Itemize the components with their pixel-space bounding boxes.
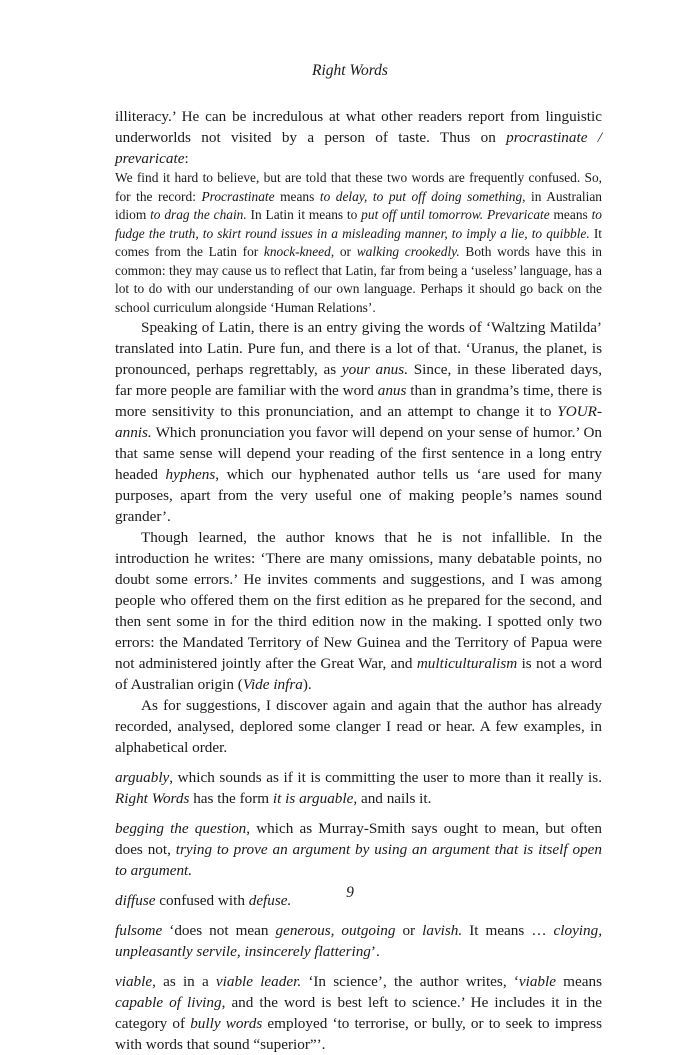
paragraph-latin: Speaking of Latin, there is an entry giving the words of ‘Waltzing Matilda’ translated into Latin. Pure fun, and there is a lot of that. ‘Uranus, the planet, is pronounced, perhaps regrettably, as your anus. Since, in these liberated days, far more people are familiar with the word anus than in grandma’s time, there is more sensitivity to this pronunciation, and an attempt to change it to YOUR-annis. Which pronunciation you favor will depend on your sense of humor.’ On that same sense will depend your reading of the first sentence in a long entry headed hyphens, which our hyphenated author tells us ‘are used for many purposes, apart from the very useful one of making people’s names sound grander’. xyxy=(115,319,603,525)
entry-begging-the-question: begging the question, which as Murray-Smith says ought to mean, but often does not, trying to prove an argument by using an argument that is itself open to argument. xyxy=(115,820,602,879)
entry-diffuse: diffuse confused with defuse. xyxy=(115,892,292,909)
paragraph-suggestions: As for suggestions, I discover again and again that the author has already recorded, analysed, deplored some clanger I read or hear. A few examples, in alphabetical order. xyxy=(115,697,602,756)
running-head: Right Words xyxy=(312,62,388,79)
page-number: 9 xyxy=(346,884,354,901)
paragraph-learned: Though learned, the author knows that he is not infallible. In the introduction he writes: ‘There are many omissions, many debatable points, no doubt some errors.’ He invites comments and suggestions, and I was among people who offered them on the first edition as he prepared for the second, and then sent some in for the third edition now in the making. I spotted only two errors: the Mandated Territory of New Guinea and the Territory of Papua were not administered jointly after the Great War, and multiculturalism is not a word of Australian origin (Vide infra). xyxy=(115,529,602,693)
opening-paragraph: illiteracy.’ He can be incredulous at what other readers report from linguistic underworlds not visited by a person of taste. Thus on procrastinate / prevaricate: xyxy=(115,108,602,167)
block-quote: We find it hard to believe, but are told that these two words are frequently confused. So, for the record: Procrastinate means to delay, to put off doing something, in Australian idiom to drag the chain. In Latin it means to put off until tomorrow. Prevaricate means to fudge the truth, to skirt round issues in a misleading manner, to imply a lie, to quibble. It comes from the Latin for knock-kneed, or walking crookedly. Both words have this in common: they may cause us to reflect that Latin, far from being a ‘useless’ language, has a lot to do with our understanding of our own language. Perhaps it should go back on the school curriculum alongside ‘Human Relations’. xyxy=(115,170,603,315)
entry-arguably: arguably, which sounds as if it is committing the user to more than it really is. Right Words has the form it is arguable, and nails it. xyxy=(115,769,602,807)
body-text xyxy=(115,106,602,1055)
entry-fulsome: fulsome ‘does not mean generous, outgoing or lavish. It means … cloying, unpleasantly servile, insincerely flattering’. xyxy=(115,922,603,960)
entry-viable: viable, as in a viable leader. ‘In science’, the author writes, ‘viable means capable of living, and the word is best left to science.’ He includes it in the category of bully words employed ‘to terrorise, or bully, or to seek to impress with words that sound “superior”’. xyxy=(115,973,602,1053)
